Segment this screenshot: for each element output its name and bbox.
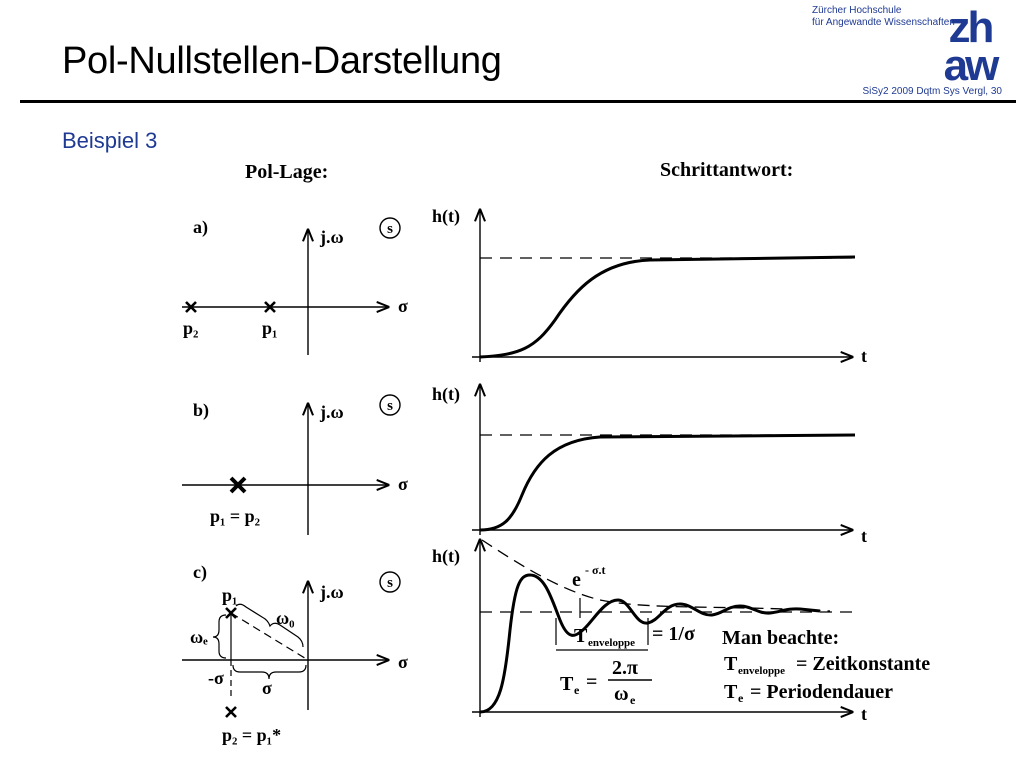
panel-c-imag-label: j.ω [320, 582, 344, 602]
panel-c-sigma-label: σ [262, 678, 272, 698]
te-denominator: ω [614, 683, 629, 705]
panel-c-neg-sigma-label: -σ [208, 668, 224, 688]
panel-c [182, 540, 930, 745]
note-title: Man beachte: [722, 627, 840, 649]
institution-line-2: für Angewandte Wissenschaften [812, 17, 955, 28]
te-numerator: 2.π [612, 657, 638, 679]
panel-c-h-label: h(t) [432, 546, 460, 566]
panel-b-step-response [480, 435, 855, 530]
panel-c-pole-p2-label: p₂ = p₁* [222, 725, 282, 745]
panel-b-imag-label: j.ω [320, 402, 344, 422]
te-lhs-sub: e [574, 683, 580, 697]
note-line2-T: T [724, 681, 738, 703]
note-line1: = Zeitkonstante [796, 653, 931, 675]
panel-c-t-label: t [861, 704, 867, 724]
note-line2: = Periodendauer [750, 681, 894, 703]
slide-title: Pol-Nullstellen-Darstellung [62, 40, 502, 82]
envelope-label: e [572, 569, 581, 591]
panel-b [182, 384, 867, 546]
slide-reference: SiSy2 2009 Dqtm Sys Vergl, 30 [862, 86, 1002, 97]
panel-c-real-label: σ [398, 652, 408, 672]
institution-line-1: Zürcher Hochschule [812, 5, 902, 16]
panel-a-imag-label: j.ω [320, 227, 344, 247]
panel-c-sigma-brace [233, 665, 306, 679]
panel-a-real-label: σ [398, 296, 408, 316]
logo-top-text: zh [948, 6, 992, 52]
note-line1-T: T [724, 653, 738, 675]
panel-b-label: b) [193, 400, 210, 420]
t-envelope-sub: enveloppe [588, 637, 636, 649]
left-heading: Pol-Lage: [245, 161, 329, 183]
panel-a-t-label: t [861, 346, 867, 366]
panel-a-pole-p2-label: p₂ [183, 318, 199, 338]
panel-a-step-response [480, 257, 855, 357]
slide-subtitle: Beispiel 3 [62, 128, 158, 153]
t-envelope-T: T [574, 625, 588, 647]
te-denominator-sub: e [630, 693, 636, 707]
panel-c-omega-e-brace [213, 615, 226, 658]
panel-c-pole-p1-label: p₁ [222, 585, 238, 605]
panel-b-real-label: σ [398, 474, 408, 494]
panel-c-s-symbol: s [387, 575, 393, 591]
panel-b-pole-label: p₁ = p₂ [210, 506, 261, 526]
panel-a-h-label: h(t) [432, 206, 460, 226]
panel-b-h-label: h(t) [432, 384, 460, 404]
panel-c-label: c) [193, 562, 207, 582]
panel-a [182, 206, 867, 366]
te-lhs: T [560, 673, 574, 695]
panel-b-t-label: t [861, 526, 867, 546]
logo-bottom-text: aw [943, 41, 997, 84]
panel-c-pole-p2 [226, 707, 236, 717]
panel-b-s-symbol: s [387, 398, 393, 414]
right-heading: Schrittantwort: [660, 159, 794, 181]
t-envelope-eq: = 1/σ [652, 623, 695, 645]
panel-a-s-symbol: s [387, 221, 393, 237]
panel-c-omega0-label: ω₀ [276, 608, 295, 628]
panel-c-omega-e-label: ωₑ [190, 627, 208, 647]
envelope-exponent: - σ.t [585, 563, 606, 577]
panel-a-label: a) [193, 217, 208, 237]
panel-a-pole-p1-label: p₁ [262, 318, 278, 338]
note-line1-sub: enveloppe [738, 665, 786, 677]
te-eq: = [586, 671, 598, 693]
note-line2-sub: e [738, 691, 744, 705]
